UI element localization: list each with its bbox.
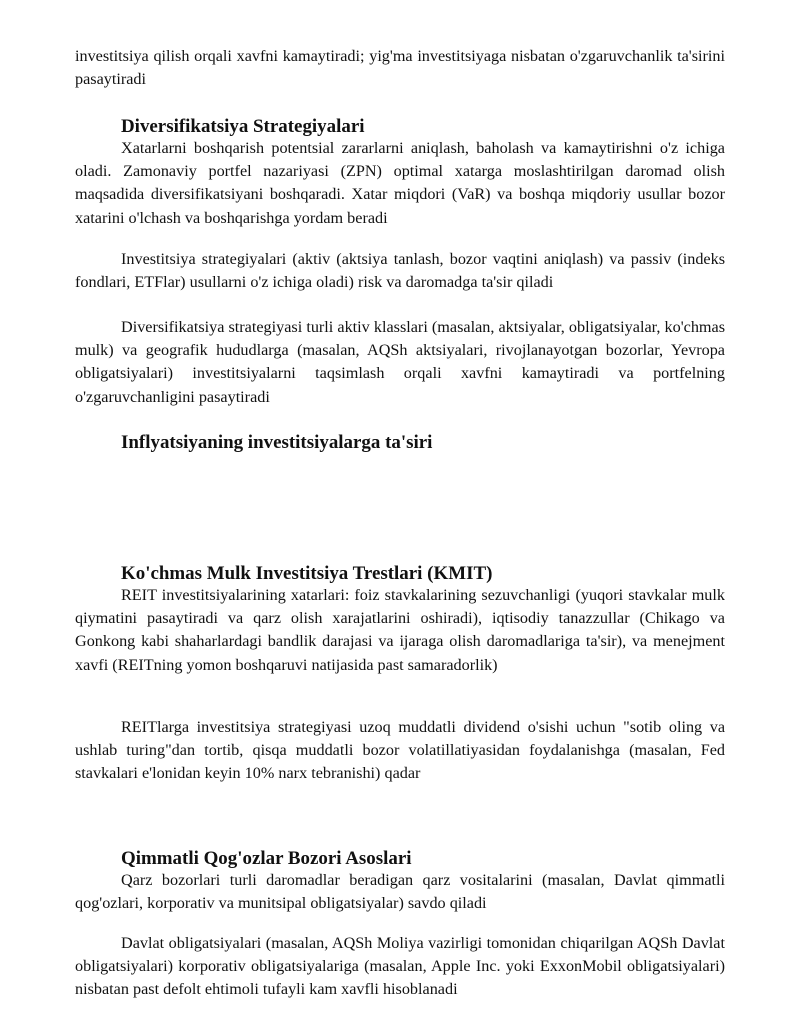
paragraph-reit-risks: REIT investitsiyalarining xatarlari: foiz stavkalarining sezuvchanligi (yuqori stavkalar mulk qiymatini pasaytiradi va qarz olish xarajatlarini oshiradi), iqtisodiy tanazzullar (Chikago va Gonkong kabi shaharlardagi bandlik darajasi va ijaraga olish daromadlariga ta'sir), va menejment xavfi (REITning yomon boshqaruvi natijasida past samaradorlik) — [75, 586, 725, 674]
section-heading-diversification: Diversifikatsiya Strategiyalari — [121, 116, 365, 137]
paragraph-government-bonds: Davlat obligatsiyalari (masalan, AQSh Moliya vazirligi tomonidan chiqarilgan AQSh Davlat obligatsiyalari) korporativ obligatsiyalariga (masalan, Apple Inc. yoki ExxonMobil obligatsiyalari) nisbatan past defolt ehtimoli tufayli kam xavfli hisoblanadi — [75, 934, 725, 999]
paragraph-investment-strategies: Investitsiya strategiyalari (aktiv (aktsiya tanlash, bozor vaqtini aniqlash) va passiv (indeks fondlari, ETFlar) usullarni o'z ichiga oladi) risk va daromadga ta'sir qiladi — [75, 250, 725, 292]
section-heading-securities: Qimmatli Qog'ozlar Bozori Asoslari — [121, 848, 412, 869]
paragraph-risk-management: Xatarlarni boshqarish potentsial zararlarni aniqlash, baholash va kamaytirishni o'z ichiga oladi. Zamonaviy portfel nazariyasi (ZPN) optimal xatarga moslashtirilgan daromad olish maqsadida diversifikatsiyani boshqaradi. Xatar miqdori (VaR) va boshqa miqdoriy usullar bozor xatarini o'lchash va boshqarishga yordam beradi — [75, 139, 725, 227]
section-heading-inflation: Inflyatsiyaning investitsiyalarga ta'siri — [121, 432, 433, 453]
intro-paragraph: investitsiya qilish orqali xavfni kamaytiradi; yig'ma investitsiyaga nisbatan o'zgaruvchanlik ta'sirini pasaytiradi — [75, 47, 725, 89]
paragraph-diversification-strategy: Diversifikatsiya strategiyasi turli aktiv klasslari (masalan, aktsiyalar, obligatsiyalar, ko'chmas mulk) va geografik hududlarga (masalan, AQSh aktsiyalari, rivojlanayotgan bozorlar, Yevropa obligatsiyalari) investitsiyalarni taqsimlash orqali xavfni kamaytiradi va portfelning o'zgaruvchanligini pasaytiradi — [75, 318, 725, 406]
section-heading-reit: Ko'chmas Mulk Investitsiya Trestlari (KMIT) — [121, 563, 493, 584]
paragraph-debt-markets: Qarz bozorlari turli daromadlar beradigan qarz vositalarini (masalan, Davlat qimmatli qog'ozlari, korporativ va munitsipal obligatsiyalar) savdo qiladi — [75, 871, 725, 913]
paragraph-reit-strategy: REITlarga investitsiya strategiyasi uzoq muddatli dividend o'sishi uchun "sotib oling va ushlab turing"dan tortib, qisqa muddatli bozor volatillatiyasidan foydalanishga (masalan, Fed stavkalari e'lonidan keyin 10% narx tebranishi) qadar — [75, 718, 725, 783]
